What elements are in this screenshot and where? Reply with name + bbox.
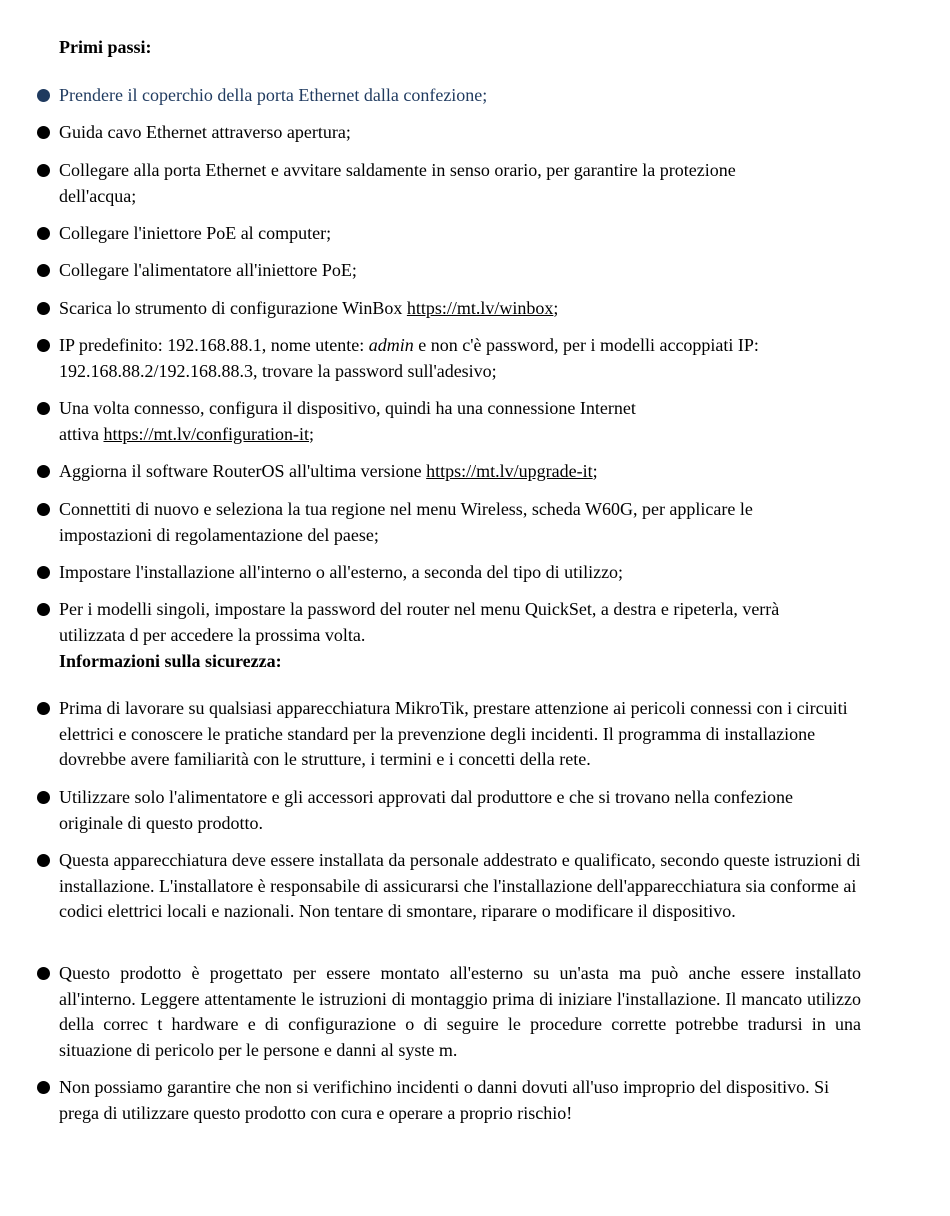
list-item-step-8: Una volta connesso, configura il dispositivo, quindi ha una connessione Internet attiva https://mt.lv/configuration-it; xyxy=(59,396,861,447)
bullet-icon xyxy=(37,227,50,240)
safety-text: Questa apparecchiatura deve essere installata da personale addestrato e qualificato, secondo queste istruzioni di installazione. L'installatore è responsabile di assicurarsi che l'installazione dell'apparecchiatura sia conforme ai codici elettrici locali e nazionali. Non tentare di smontare, riparare o modificare il dispositivo. xyxy=(59,850,861,922)
heading-sicurezza: Informazioni sulla sicurezza: xyxy=(59,651,282,671)
list-item-step-7: IP predefinito: 192.168.88.1, nome utente: admin e non c'è password, per i modelli accoppiati IP: 192.168.88.2/192.168.88.3, trovare la password sull'adesivo; xyxy=(59,333,819,384)
list-item-step-11 xyxy=(59,560,861,586)
step-text: Collegare l'iniettore PoE al computer; xyxy=(59,223,332,243)
bullet-icon xyxy=(37,302,50,315)
step-text: Per i modelli singoli, impostare la password del router nel menu QuickSet, a destra e ripeterla, verrà utilizzata d per accedere la prossima volta. xyxy=(59,599,780,645)
bullet-icon xyxy=(37,126,50,139)
bullet-icon xyxy=(37,566,50,579)
configuration-link[interactable]: https://mt.lv/configuration-it xyxy=(103,423,309,444)
list-item-step-4 xyxy=(59,221,861,247)
list-item-safety-5 xyxy=(59,1075,861,1126)
step-text: IP predefinito: 192.168.88.1, nome utente: xyxy=(59,335,369,355)
step-text: Una volta connesso, configura il dispositivo, quindi ha una connessione Internet xyxy=(59,398,636,418)
list-item-safety-2 xyxy=(59,785,861,836)
step-text: Prendere il coperchio della porta Ethernet dalla confezione; xyxy=(59,85,488,105)
list-item-step-6: Scarica lo strumento di configurazione WinBox https://mt.lv/winbox; xyxy=(59,296,861,322)
bullet-icon xyxy=(37,339,50,352)
list-item-step-1 xyxy=(59,83,861,109)
step-text: Impostare l'installazione all'interno o all'esterno, a seconda del tipo di utilizzo; xyxy=(59,562,624,582)
list-item-step-3 xyxy=(59,158,799,209)
safety-text: Non possiamo garantire che non si verifichino incidenti o danni dovuti all'uso improprio del dispositivo. Si prega di utilizzare questo prodotto con cura e operare a proprio rischio! xyxy=(59,1077,830,1123)
step-text: Guida cavo Ethernet attraverso apertura; xyxy=(59,122,351,142)
safety-text: Prima di lavorare su qualsiasi apparecchiatura MikroTik, prestare attenzione ai pericoli connessi con i circuiti elettrici e conoscere le pratiche standard per la prevenzione degli incidenti. Il programma di installazione dovrebbe avere familiarità con le strutture, i termini e i concetti della rete. xyxy=(59,698,848,770)
list-item-step-10 xyxy=(59,497,819,548)
bullet-icon xyxy=(37,402,50,415)
step-text: Connettiti di nuovo e seleziona la tua regione nel menu Wireless, scheda W60G, per applicare le impostazioni di regolamentazione del paese; xyxy=(59,499,753,545)
upgrade-link[interactable]: https://mt.lv/upgrade-it xyxy=(426,461,593,481)
bullet-icon xyxy=(37,465,50,478)
list-item-step-12 xyxy=(59,597,849,648)
bullet-icon xyxy=(37,791,50,804)
username-admin: admin xyxy=(368,335,414,355)
bullet-icon xyxy=(37,164,50,177)
winbox-link[interactable]: https://mt.lv/winbox xyxy=(406,298,554,318)
bullet-icon xyxy=(37,603,50,616)
bullet-icon xyxy=(37,854,50,867)
bullet-icon xyxy=(37,1081,50,1094)
step-text: Aggiorna il software RouterOS all'ultima versione xyxy=(59,461,427,481)
bullet-icon xyxy=(37,89,50,102)
list-item-safety-3 xyxy=(59,848,861,925)
bullet-icon xyxy=(37,264,50,277)
list-item-step-9: Aggiorna il software RouterOS all'ultima versione https://mt.lv/upgrade-it; xyxy=(59,459,861,485)
bullet-icon xyxy=(37,967,50,980)
list-item-safety-1 xyxy=(59,696,861,773)
step-text: Collegare l'alimentatore all'iniettore PoE; xyxy=(59,260,357,280)
step-text: Collegare alla porta Ethernet e avvitare saldamente in senso orario, per garantire la protezione dell'acqua; xyxy=(59,160,736,206)
bullet-icon xyxy=(37,503,50,516)
list-item-step-2 xyxy=(59,120,861,146)
bullet-icon xyxy=(37,702,50,715)
safety-text: Questo prodotto è progettato per essere montato all'esterno su un'asta ma può anche essere installato all'interno. Leggere attentamente le istruzioni di montaggio prima di iniziare l'installazione. Il mancato utilizzo della correc t hardware e di configurazione o di seguire le procedure corrette potrebbe tradursi in una situazione di pericolo per le persone e danni al syste m. xyxy=(59,963,861,1060)
heading-primi-passi: Primi passi: xyxy=(59,37,152,57)
safety-text: Utilizzare solo l'alimentatore e gli accessori approvati dal produttore e che si trovano nella confezione originale di questo prodotto. xyxy=(59,787,793,833)
list-item-step-5 xyxy=(59,258,861,284)
step-text: Scarica lo strumento di configurazione WinBox xyxy=(59,298,407,318)
list-item-safety-4 xyxy=(59,961,861,1063)
